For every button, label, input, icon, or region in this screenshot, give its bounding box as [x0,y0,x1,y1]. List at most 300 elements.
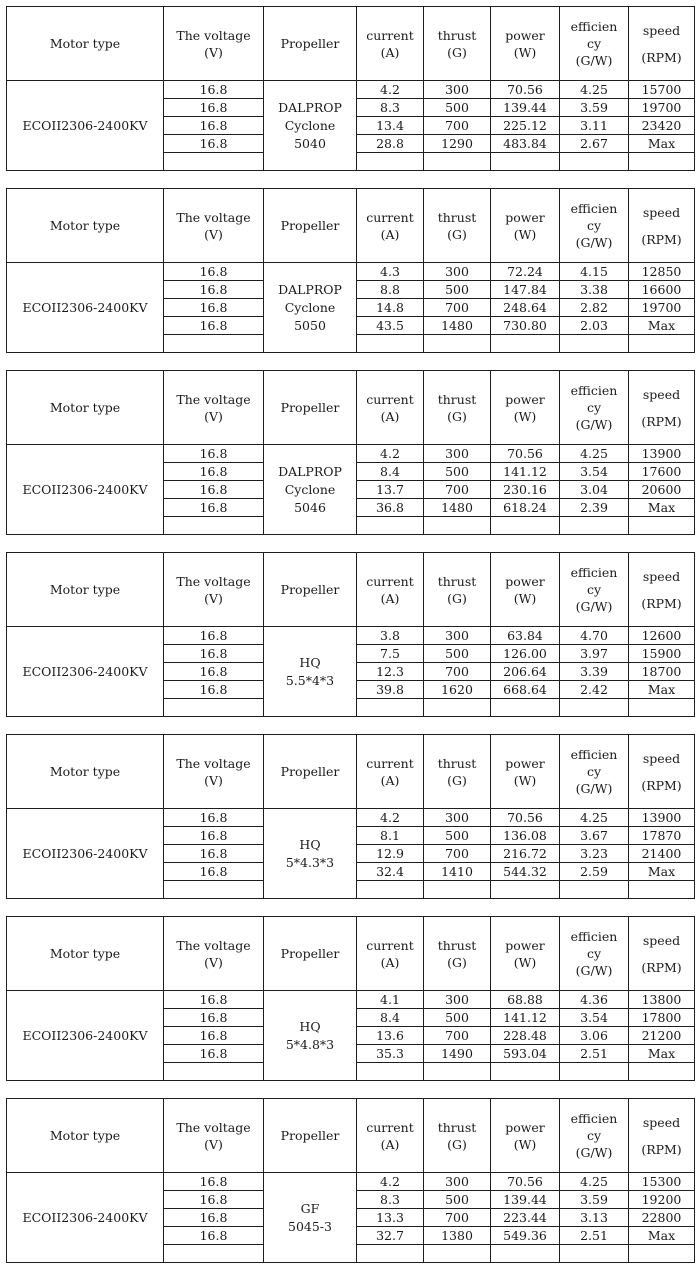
header-current-line: current [366,391,414,407]
propeller-line: 5050 [294,317,326,333]
speed-cell: 21400 [629,845,695,863]
power-cell: 70.56 [491,1173,560,1191]
efficiency-cell: 2.39 [560,499,629,517]
efficiency-cell: 3.67 [560,827,629,845]
header-thrust-line: thrust [437,755,477,771]
motor-type-cell: ECOII2306-2400KV [7,809,164,899]
voltage-cell: 16.8 [164,1009,264,1027]
header-efficiency-line: cy [586,582,602,597]
voltage-cell: 16.8 [164,827,264,845]
voltage-cell [164,699,264,717]
header-propeller: Propeller [264,735,357,809]
efficiency-cell [560,335,629,353]
header-current [357,735,424,809]
header-propeller: Propeller [264,7,357,81]
motor-type-cell: ECOII2306-2400KV [7,991,164,1081]
header-voltage [164,917,264,991]
header-current-line: (A) [380,590,400,606]
header-voltage-line: (V) [204,954,223,970]
thrust-cell [424,1063,491,1081]
propeller-line: Cyclone [284,117,336,133]
header-power [491,371,560,445]
efficiency-cell: 2.67 [560,135,629,153]
speed-cell: 19700 [629,99,695,117]
efficiency-cell: 4.36 [560,991,629,1009]
power-cell [491,153,560,171]
power-cell: 618.24 [491,499,560,517]
header-voltage-line: (V) [204,1136,223,1152]
header-efficiency-line: cy [586,218,602,233]
power-cell: 136.08 [491,827,560,845]
header-efficiency-line: efficien [570,383,618,398]
current-cell: 4.2 [357,809,424,827]
thrust-cell: 700 [424,1027,491,1045]
propeller-cell [264,627,357,717]
propeller-line: 5045-3 [288,1218,332,1234]
speed-cell: 19200 [629,1191,695,1209]
voltage-cell: 16.8 [164,317,264,335]
propeller-line: 5046 [294,499,326,515]
header-current-line: current [366,27,414,43]
current-cell [357,699,424,717]
header-efficiency-line: (G/W) [575,599,613,614]
current-cell: 13.4 [357,117,424,135]
voltage-cell [164,1245,264,1263]
current-cell: 36.8 [357,499,424,517]
efficiency-cell: 2.51 [560,1045,629,1063]
header-power-line: power [505,573,545,589]
voltage-cell [164,881,264,899]
header-thrust [424,1099,491,1173]
header-speed [629,553,695,627]
speed-cell: 17800 [629,1009,695,1027]
thrust-cell: 1480 [424,317,491,335]
power-cell [491,699,560,717]
header-speed-line: speed [642,22,681,38]
thrust-cell: 1380 [424,1227,491,1245]
header-voltage-line: (V) [204,590,223,606]
header-speed-line: (RPM) [641,959,682,975]
header-efficiency [560,189,629,263]
header-current-line: current [366,755,414,771]
power-cell: 223.44 [491,1209,560,1227]
header-motor-type: Motor type [7,1099,164,1173]
power-cell: 668.64 [491,681,560,699]
header-efficiency [560,7,629,81]
header-efficiency-line: efficien [570,1111,618,1126]
header-efficiency [560,735,629,809]
header-power-line: power [505,391,545,407]
voltage-cell [164,335,264,353]
propeller-cell [264,991,357,1081]
efficiency-cell: 4.25 [560,1173,629,1191]
thrust-cell: 500 [424,281,491,299]
propeller-line: HQ [299,1018,321,1034]
header-thrust-line: thrust [437,573,477,589]
speed-cell: 23420 [629,117,695,135]
efficiency-cell: 3.39 [560,663,629,681]
thrust-cell: 1620 [424,681,491,699]
power-cell: 228.48 [491,1027,560,1045]
efficiency-cell: 3.06 [560,1027,629,1045]
efficiency-cell: 3.38 [560,281,629,299]
voltage-cell: 16.8 [164,481,264,499]
speed-cell: 13900 [629,809,695,827]
power-cell: 70.56 [491,445,560,463]
header-speed-line: speed [642,568,681,584]
efficiency-cell: 2.82 [560,299,629,317]
power-cell: 72.24 [491,263,560,281]
header-thrust-line: thrust [437,391,477,407]
motor-type-cell: ECOII2306-2400KV [7,263,164,353]
motor-spec-table [6,916,695,1081]
header-voltage-line: The voltage [176,27,251,43]
header-efficiency-line: efficien [570,19,618,34]
header-efficiency-line: (G/W) [575,53,613,68]
power-cell: 593.04 [491,1045,560,1063]
header-thrust [424,917,491,991]
header-thrust-line: thrust [437,937,477,953]
header-speed-line: (RPM) [641,1141,682,1157]
header-propeller: Propeller [264,371,357,445]
table-header-row [7,553,695,627]
header-speed [629,371,695,445]
header-speed-line: (RPM) [641,413,682,429]
thrust-cell: 700 [424,663,491,681]
header-voltage [164,189,264,263]
table-row [7,991,695,1009]
current-cell: 4.1 [357,991,424,1009]
header-propeller: Propeller [264,1099,357,1173]
current-cell: 8.4 [357,1009,424,1027]
current-cell [357,1245,424,1263]
header-speed [629,189,695,263]
header-power [491,7,560,81]
header-power-line: (W) [513,226,537,242]
header-power-line: power [505,209,545,225]
header-power-line: (W) [513,590,537,606]
header-efficiency-line: (G/W) [575,1145,613,1160]
power-cell: 230.16 [491,481,560,499]
speed-cell: 16600 [629,281,695,299]
header-motor-type: Motor type [7,7,164,81]
header-power [491,553,560,627]
table-header-row [7,189,695,263]
speed-cell: Max [629,681,695,699]
voltage-cell: 16.8 [164,299,264,317]
header-efficiency-line: efficien [570,565,618,580]
thrust-cell: 1490 [424,1045,491,1063]
header-efficiency-line: (G/W) [575,417,613,432]
header-current-line: current [366,573,414,589]
power-cell: 126.00 [491,645,560,663]
speed-cell: Max [629,317,695,335]
motor-spec-table [6,552,695,717]
propeller-line: 5*4.8*3 [285,1036,335,1052]
thrust-cell [424,335,491,353]
current-cell: 8.4 [357,463,424,481]
motor-spec-table [6,6,695,171]
speed-cell [629,153,695,171]
header-efficiency-line: efficien [570,929,618,944]
propeller-line: Cyclone [284,299,336,315]
speed-cell [629,1063,695,1081]
power-cell: 483.84 [491,135,560,153]
motor-spec-table [6,1098,695,1263]
header-speed-line: speed [642,1114,681,1130]
propeller-cell [264,81,357,171]
voltage-cell: 16.8 [164,991,264,1009]
header-current-line: current [366,1119,414,1135]
thrust-cell [424,1245,491,1263]
header-speed [629,7,695,81]
header-power-line: (W) [513,1136,537,1152]
header-voltage-line: The voltage [176,1119,251,1135]
propeller-line: 5.5*4*3 [285,672,335,688]
power-cell: 248.64 [491,299,560,317]
voltage-cell [164,1063,264,1081]
header-current-line: current [366,209,414,225]
power-cell: 70.56 [491,81,560,99]
table-header-row [7,735,695,809]
efficiency-cell: 3.13 [560,1209,629,1227]
speed-cell: 13900 [629,445,695,463]
power-cell: 225.12 [491,117,560,135]
current-cell [357,517,424,535]
header-voltage-line: (V) [204,408,223,424]
efficiency-cell: 3.54 [560,1009,629,1027]
header-speed-line: speed [642,750,681,766]
efficiency-cell: 4.25 [560,445,629,463]
voltage-cell: 16.8 [164,81,264,99]
thrust-cell: 1480 [424,499,491,517]
thrust-cell [424,699,491,717]
propeller-line: DALPROP [278,281,342,297]
header-voltage [164,371,264,445]
voltage-cell: 16.8 [164,1045,264,1063]
thrust-cell: 500 [424,1191,491,1209]
power-cell: 544.32 [491,863,560,881]
voltage-cell: 16.8 [164,499,264,517]
thrust-cell: 700 [424,481,491,499]
thrust-cell: 300 [424,445,491,463]
efficiency-cell: 2.03 [560,317,629,335]
current-cell: 32.4 [357,863,424,881]
power-cell: 549.36 [491,1227,560,1245]
header-voltage-line: The voltage [176,391,251,407]
header-efficiency-line: cy [586,36,602,51]
current-cell: 8.3 [357,99,424,117]
header-efficiency-line: (G/W) [575,235,613,250]
header-power-line: power [505,27,545,43]
header-power-line: power [505,937,545,953]
speed-cell: Max [629,135,695,153]
header-thrust-line: (G) [447,954,467,970]
speed-cell: 17600 [629,463,695,481]
header-power-line: (W) [513,408,537,424]
header-thrust-line: (G) [447,772,467,788]
header-current [357,917,424,991]
voltage-cell: 16.8 [164,1209,264,1227]
voltage-cell: 16.8 [164,281,264,299]
table-header-row [7,371,695,445]
table-row [7,81,695,99]
header-efficiency-line: cy [586,400,602,415]
header-current [357,371,424,445]
header-voltage-line: (V) [204,772,223,788]
efficiency-cell: 4.25 [560,81,629,99]
header-motor-type: Motor type [7,553,164,627]
propeller-line: GF [300,1200,320,1216]
propeller-line: HQ [299,836,321,852]
speed-cell [629,881,695,899]
current-cell: 35.3 [357,1045,424,1063]
current-cell: 13.3 [357,1209,424,1227]
table-row [7,1173,695,1191]
current-cell: 8.8 [357,281,424,299]
thrust-cell [424,153,491,171]
header-efficiency-line: (G/W) [575,781,613,796]
efficiency-cell [560,1063,629,1081]
current-cell: 14.8 [357,299,424,317]
current-cell: 8.1 [357,827,424,845]
power-cell [491,1245,560,1263]
current-cell: 3.8 [357,627,424,645]
voltage-cell: 16.8 [164,445,264,463]
header-current-line: (A) [380,954,400,970]
table-header-row [7,7,695,81]
speed-cell [629,517,695,535]
motor-spec-table [6,188,695,353]
current-cell [357,335,424,353]
header-speed-line: (RPM) [641,231,682,247]
power-cell: 68.88 [491,991,560,1009]
header-current [357,1099,424,1173]
efficiency-cell: 3.23 [560,845,629,863]
efficiency-cell: 3.59 [560,1191,629,1209]
voltage-cell: 16.8 [164,809,264,827]
thrust-cell: 1290 [424,135,491,153]
header-efficiency [560,553,629,627]
efficiency-cell: 4.15 [560,263,629,281]
header-efficiency-line: efficien [570,747,618,762]
header-propeller: Propeller [264,917,357,991]
voltage-cell: 16.8 [164,1191,264,1209]
current-cell: 32.7 [357,1227,424,1245]
speed-cell: 15900 [629,645,695,663]
header-motor-type: Motor type [7,917,164,991]
power-cell [491,1063,560,1081]
voltage-cell: 16.8 [164,627,264,645]
header-voltage-line: (V) [204,226,223,242]
current-cell: 13.7 [357,481,424,499]
header-voltage [164,1099,264,1173]
header-propeller: Propeller [264,189,357,263]
header-current-line: (A) [380,1136,400,1152]
thrust-cell [424,517,491,535]
motor-type-cell: ECOII2306-2400KV [7,445,164,535]
header-current-line: (A) [380,408,400,424]
header-power-line: (W) [513,772,537,788]
efficiency-cell [560,699,629,717]
header-thrust [424,735,491,809]
header-motor-type: Motor type [7,371,164,445]
header-thrust-line: (G) [447,226,467,242]
speed-cell: 22800 [629,1209,695,1227]
motor-spec-table [6,734,695,899]
speed-cell: Max [629,499,695,517]
header-voltage [164,553,264,627]
power-cell: 206.64 [491,663,560,681]
motor-spec-table [6,370,695,535]
speed-cell: 18700 [629,663,695,681]
speed-cell: Max [629,863,695,881]
table-header-row [7,1099,695,1173]
thrust-cell: 300 [424,809,491,827]
thrust-cell: 700 [424,845,491,863]
power-cell [491,881,560,899]
voltage-cell: 16.8 [164,99,264,117]
header-speed-line: (RPM) [641,595,682,611]
header-voltage-line: The voltage [176,937,251,953]
header-efficiency-line: (G/W) [575,963,613,978]
speed-cell: 15300 [629,1173,695,1191]
header-speed-line: speed [642,386,681,402]
voltage-cell: 16.8 [164,463,264,481]
efficiency-cell: 2.51 [560,1227,629,1245]
header-speed-line: speed [642,932,681,948]
thrust-cell [424,881,491,899]
table-row [7,445,695,463]
voltage-cell: 16.8 [164,135,264,153]
header-thrust-line: (G) [447,1136,467,1152]
header-thrust-line: thrust [437,1119,477,1135]
motor-type-cell: ECOII2306-2400KV [7,627,164,717]
propeller-line: 5040 [294,135,326,151]
voltage-cell: 16.8 [164,681,264,699]
power-cell: 139.44 [491,1191,560,1209]
efficiency-cell: 4.70 [560,627,629,645]
thrust-cell: 500 [424,827,491,845]
current-cell: 8.3 [357,1191,424,1209]
current-cell [357,1063,424,1081]
power-cell: 63.84 [491,627,560,645]
header-efficiency [560,1099,629,1173]
thrust-cell: 300 [424,81,491,99]
header-power [491,189,560,263]
current-cell: 12.3 [357,663,424,681]
header-power-line: power [505,1119,545,1135]
header-power [491,1099,560,1173]
efficiency-cell [560,517,629,535]
power-cell: 139.44 [491,99,560,117]
current-cell: 4.2 [357,445,424,463]
header-voltage [164,735,264,809]
header-current-line: current [366,937,414,953]
motor-type-cell: ECOII2306-2400KV [7,1173,164,1263]
voltage-cell [164,153,264,171]
speed-cell: 12850 [629,263,695,281]
propeller-cell [264,1173,357,1263]
current-cell: 28.8 [357,135,424,153]
header-voltage-line: The voltage [176,209,251,225]
current-cell: 4.2 [357,1173,424,1191]
speed-cell: 17870 [629,827,695,845]
efficiency-cell: 3.59 [560,99,629,117]
header-speed [629,735,695,809]
header-thrust-line: (G) [447,408,467,424]
speed-cell [629,699,695,717]
